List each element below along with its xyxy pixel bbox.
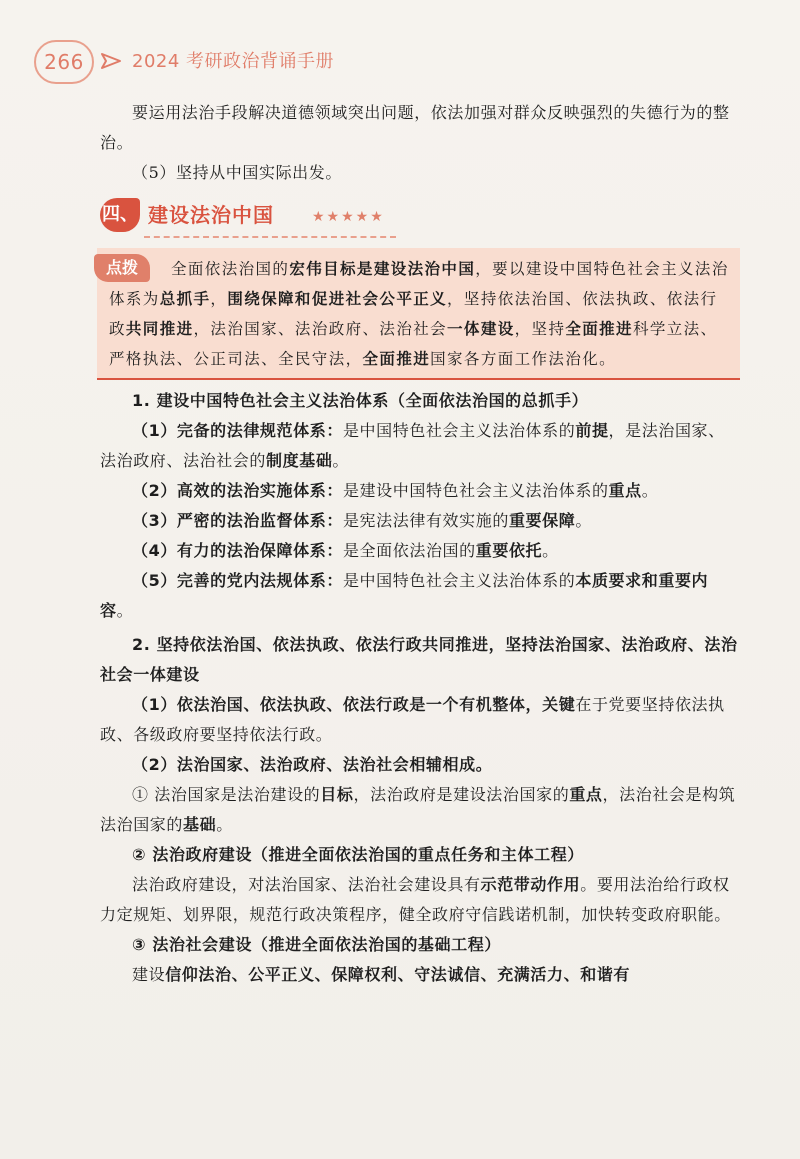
part1-item-3: （3）严密的法治监督体系：是宪法法律有效实施的重要保障。 [132, 511, 592, 530]
section-divider [144, 236, 396, 238]
section-title: 建设法治中国 [148, 203, 274, 227]
section-number-badge: 四、 [100, 198, 140, 232]
part2-item-2: （2）法治国家、法治政府、法治社会相辅相成。 [132, 755, 493, 774]
page-content [100, 98, 740, 990]
intro-paragraph: 要运用法治手段解决道德领域突出问题，依法加强对群众反映强烈的失德行为的整治。 [100, 103, 730, 152]
part1-item-1: （1）完备的法律规范体系：是中国特色社会主义法治体系的前提，是法治国家、法治政府、法治社会的制度基础。 [100, 421, 725, 470]
part2-circle-3-heading: ③ 法治社会建设（推进全面依法治国的基础工程） [132, 935, 501, 954]
part1-item-5: （5）完善的党内法规体系：是中国特色社会主义法治体系的本质要求和重要内容。 [100, 571, 709, 620]
book-title: 2024 考研政治背诵手册 [132, 51, 335, 72]
part2-circle-2-text: 法治政府建设，对法治国家、法治社会建设具有示范带动作用。要用法治给行政权力定规矩、划界限，规范行政决策程序，健全政府守信践诺机制，加快转变政府职能。 [100, 875, 731, 924]
tip-text: 全面依法治国的宏伟目标是建设法治中国，要以建设中国特色社会主义法治体系为总抓手，围绕保障和促进社会公平正义，坚持依法治国、依法执政、依法行政共同推进，法治国家、法治政府、法治社会一体建设，坚持全面推进科学立法、严格执法、公正司法、全民守法，全面推进国家各方面工作法治化。 [109, 259, 729, 368]
page-header [30, 38, 770, 82]
part1-heading: 1. 建设中国特色社会主义法治体系（全面依法治国的总抓手） [132, 391, 589, 410]
part2-circle-3-text: 建设信仰法治、公平正义、保障权利、守法诚信、充满活力、和谐有 [132, 965, 631, 984]
importance-stars: ★★★★★ [312, 209, 385, 225]
part2-heading: 2. 坚持依法治国、依法执政、依法行政共同推进，坚持法治国家、法治政府、法治社会一体建设 [100, 635, 738, 684]
intro-item-5: （5）坚持从中国实际出发。 [132, 163, 342, 182]
tip-box [97, 248, 740, 380]
page-number: 266 [34, 40, 94, 84]
part1-item-4: （4）有力的法治保障体系：是全面依法治国的重要依托。 [132, 541, 559, 560]
section-heading [100, 192, 740, 240]
part1-item-2: （2）高效的法治实施体系：是建设中国特色社会主义法治体系的重点。 [132, 481, 659, 500]
part2-circle-1: ① 法治国家是法治建设的目标，法治政府是建设法治国家的重点，法治社会是构筑法治国家的基础。 [100, 785, 736, 834]
part2-circle-2-heading: ② 法治政府建设（推进全面依法治国的重点任务和主体工程） [132, 845, 584, 864]
paper-plane-icon [100, 50, 122, 72]
part2-item-1: （1）依法治国、依法执政、依法行政是一个有机整体，关键在于党要坚持依法执政、各级政府要坚持依法行政。 [100, 695, 725, 744]
tip-badge: 点拨 [94, 254, 150, 282]
